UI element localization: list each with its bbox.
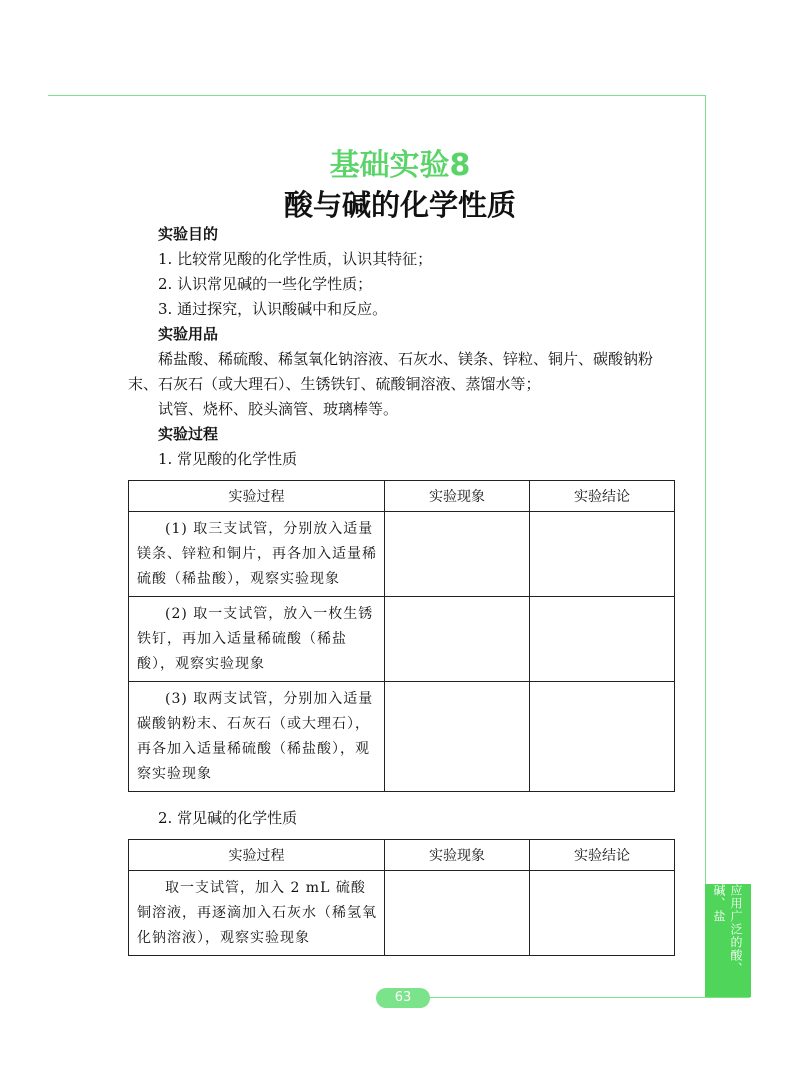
base-subheading: 2. 常见碱的化学性质 <box>158 809 298 827</box>
phenomenon-cell[interactable] <box>385 597 530 682</box>
page-frame-top-line <box>48 95 706 96</box>
purpose-heading: 实验目的 <box>158 225 219 243</box>
column-header-conclusion: 实验结论 <box>530 481 675 512</box>
conclusion-cell[interactable] <box>530 682 675 792</box>
column-header-process: 实验过程 <box>129 840 385 871</box>
purpose-item: 3. 通过探究，认识酸碱中和反应。 <box>158 300 388 318</box>
table-row <box>129 597 675 682</box>
conclusion-cell[interactable] <box>530 597 675 682</box>
process-cell: (1) 取三支试管，分别放入适量镁条、锌粒和铜片，再各加入适量稀硫酸（稀盐酸），观察实验现象 <box>129 512 385 597</box>
process-cell: (3) 取两支试管，分别加入适量碳酸钠粉末、石灰石（或大理石），再各加入适量稀硫酸（稀盐酸），观察实验现象 <box>129 682 385 792</box>
column-header-phenomenon: 实验现象 <box>385 481 530 512</box>
purpose-item: 1. 比较常见酸的化学性质，认识其特征； <box>158 250 433 268</box>
conclusion-cell[interactable] <box>530 871 675 956</box>
table-header-row <box>129 840 675 871</box>
column-header-phenomenon: 实验现象 <box>385 840 530 871</box>
base-properties-table <box>128 839 675 956</box>
experiment-content <box>128 222 674 956</box>
column-header-conclusion: 实验结论 <box>530 840 675 871</box>
acid-properties-table <box>128 480 675 792</box>
experiment-number: 基础实验8 <box>329 148 471 183</box>
purpose-item: 2. 认识常见碱的一些化学性质； <box>158 275 373 293</box>
experiment-title: 酸与碱的化学性质 <box>283 188 516 222</box>
column-header-process: 实验过程 <box>129 481 385 512</box>
chapter-side-tab <box>705 884 751 997</box>
materials-heading: 实验用品 <box>158 325 219 343</box>
conclusion-cell[interactable] <box>530 512 675 597</box>
materials-reagents: 稀盐酸、稀硫酸、稀氢氧化钠溶液、石灰水、镁条、锌粒、铜片、碳酸钠粉末、石灰石（或大理石）、生锈铁钉、硫酸铜溶液、蒸馏水等； <box>128 350 654 393</box>
page-number: 63 <box>376 988 430 1008</box>
table-header-row <box>129 481 675 512</box>
table-row <box>129 682 675 792</box>
table-row <box>129 512 675 597</box>
process-cell: (2) 取一支试管，放入一枚生锈铁钉，再加入适量稀硫酸（稀盐酸），观察实验现象 <box>129 597 385 682</box>
process-cell: 取一支试管，加入 2 mL 硫酸铜溶液，再逐滴加入石灰水（稀氢氧化钠溶液），观察实验现象 <box>129 871 385 956</box>
procedure-heading: 实验过程 <box>158 425 219 443</box>
phenomenon-cell[interactable] <box>385 512 530 597</box>
acid-subheading: 1. 常见酸的化学性质 <box>158 450 298 468</box>
chapter-side-tab-label: 应用广泛的酸、碱、盐 <box>712 884 743 975</box>
materials-apparatus: 试管、烧杯、胶头滴管、玻璃棒等。 <box>158 400 399 418</box>
table-row <box>129 871 675 956</box>
phenomenon-cell[interactable] <box>385 682 530 792</box>
page-frame-bottom-line <box>430 997 750 998</box>
phenomenon-cell[interactable] <box>385 871 530 956</box>
